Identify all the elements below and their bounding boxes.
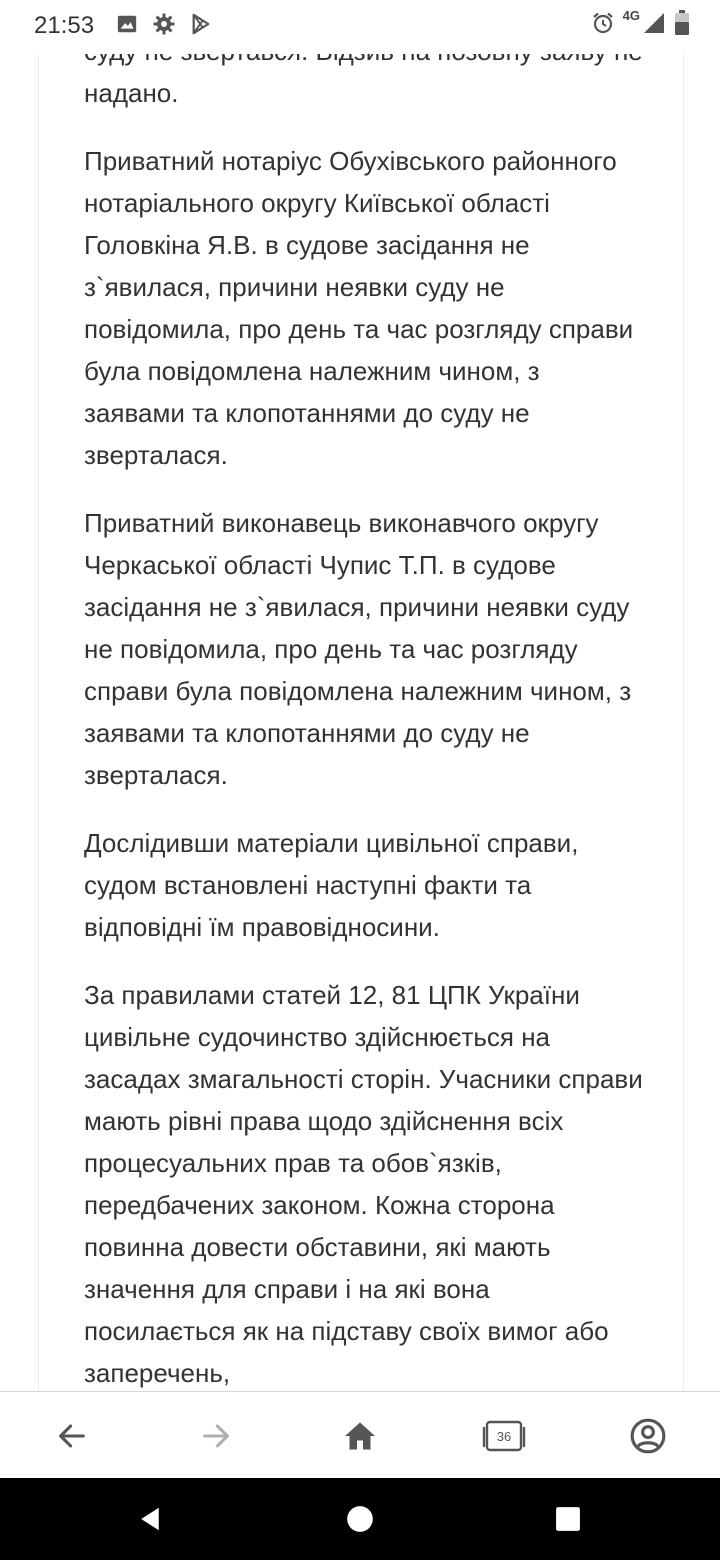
recents-square-icon xyxy=(555,1506,581,1532)
home-circle-icon xyxy=(346,1505,374,1533)
system-home-button[interactable] xyxy=(338,1497,382,1541)
system-status-icons xyxy=(591,7,690,36)
article-paragraph: За правилами статей 12, 81 ЦПК України цивільне судочинство здійснюється на засадах змагальності сторін. Учасники справи мають рівні права щодо здійснення всіх процесуальних прав та обов`язків, передбачених законом. Кожна сторона повинна довести обставини, які мають значення для справи і на які вона посилається як на підставу своїх вимог або заперечень, xyxy=(84,980,643,1388)
home-button[interactable] xyxy=(336,1412,384,1460)
back-arrow-icon xyxy=(55,1419,89,1453)
forward-arrow-icon xyxy=(199,1419,233,1453)
alarm-icon xyxy=(591,11,615,35)
back-button[interactable] xyxy=(48,1412,96,1460)
play-store-icon xyxy=(190,13,212,35)
article-card xyxy=(38,0,684,1392)
image-icon xyxy=(116,13,138,35)
system-back-button[interactable] xyxy=(128,1497,172,1541)
back-triangle-icon xyxy=(135,1504,165,1534)
notification-icons xyxy=(116,12,212,36)
article-paragraph: Приватний виконавець виконавчого округу Черкаської області Чупис Т.П. в судове засідання не з`явилася, причини неявки суду не повідомила, про день та час розгляду справи була повідомлена належним чином, з заявами та клопотаннями до суду не зверталася. xyxy=(84,508,632,790)
browser-toolbar xyxy=(0,1391,720,1478)
status-time: 21:53 xyxy=(34,12,95,39)
article-paragraph: Дослідивши матеріали цивільної справи, судом встановлені наступні факти та відповідні їм правовідносини. xyxy=(84,828,579,942)
tabs-count: 36 xyxy=(496,1428,512,1444)
network-type: 4G xyxy=(622,7,640,23)
system-recents-button[interactable] xyxy=(546,1497,590,1541)
home-icon xyxy=(342,1418,378,1454)
tabs-button[interactable] xyxy=(480,1412,528,1460)
account-icon xyxy=(629,1417,667,1455)
article-paragraph: надано. xyxy=(84,78,179,108)
battery-icon xyxy=(674,10,690,36)
status-bar xyxy=(0,0,720,54)
article-body xyxy=(84,30,644,1392)
account-button[interactable] xyxy=(624,1412,672,1460)
signal-icon xyxy=(642,11,666,35)
gear-icon xyxy=(152,12,176,36)
system-navigation-bar xyxy=(0,1477,720,1560)
forward-button[interactable] xyxy=(192,1412,240,1460)
article-paragraph: Приватний нотаріус Обухівського районного нотаріального округу Київської області Головкіна Я.В. в судове засідання не з`явилася, причини неявки суду не повідомила, про день та час розгляду справи була повідомлена належним чином, з заявами та клопотаннями до суду не зверталася. xyxy=(84,146,634,470)
